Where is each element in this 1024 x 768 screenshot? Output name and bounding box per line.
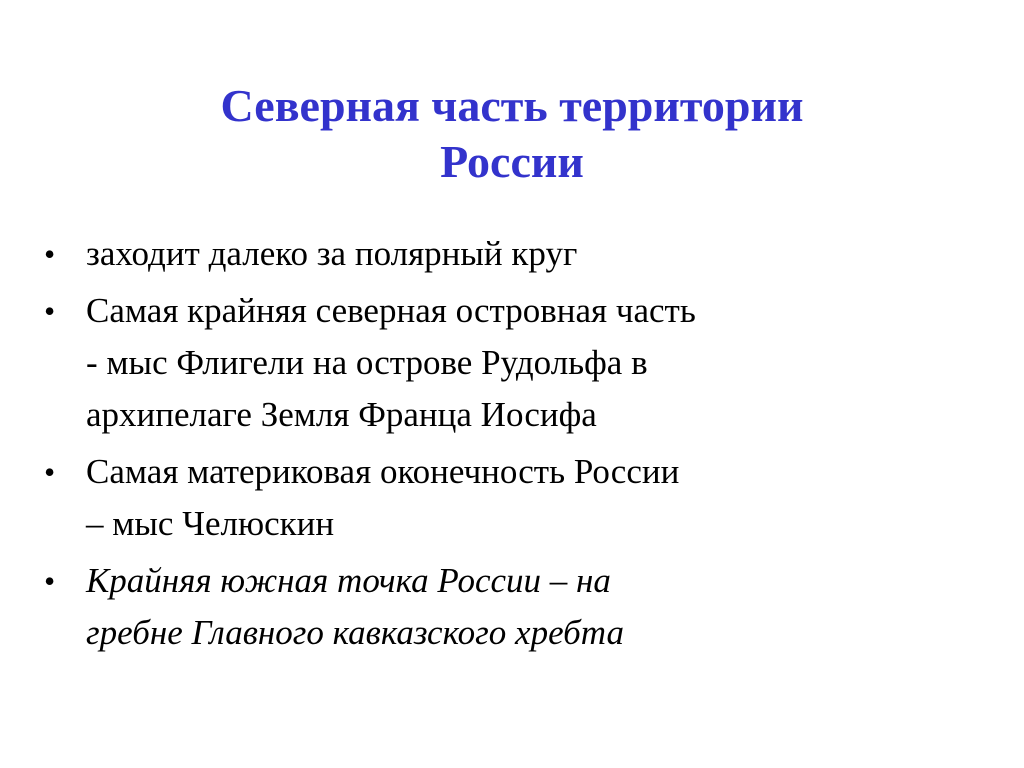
bullet-icon: • [44, 454, 56, 490]
slide-title [100, 78, 924, 190]
bullet-icon: • [44, 563, 56, 599]
bullet-4-line-2: гребне Главного кавказского хребта [86, 613, 624, 652]
bullet-2-line-2: - мыс Флигели на острове Рудольфа в [86, 343, 648, 382]
bullet-3-line-2: – мыс Челюскин [86, 504, 335, 543]
bullet-list [40, 228, 900, 664]
bullet-text-2 [86, 285, 900, 441]
bullet-text-3 [86, 446, 900, 550]
bullet-item-1 [40, 228, 900, 280]
slide-title-line-1: Северная часть территории [220, 80, 804, 131]
bullet-1-line-1: заходит далеко за полярный круг [86, 234, 578, 273]
bullet-icon: • [44, 293, 56, 329]
bullet-4-line-1: Крайняя южная точка России – на [86, 561, 611, 600]
bullet-item-3 [40, 446, 900, 550]
bullet-icon: • [44, 236, 56, 272]
bullet-item-4 [40, 555, 900, 659]
slide-title-line-2: России [440, 136, 584, 187]
bullet-2-line-1: Самая крайняя северная островная часть [86, 291, 696, 330]
bullet-item-2 [40, 285, 900, 441]
bullet-text-4 [86, 555, 900, 659]
bullet-3-line-1: Самая материковая оконечность России [86, 452, 680, 491]
bullet-text-1 [86, 228, 900, 280]
bullet-2-line-3: архипелаге Земля Франца Иосифа [86, 395, 597, 434]
